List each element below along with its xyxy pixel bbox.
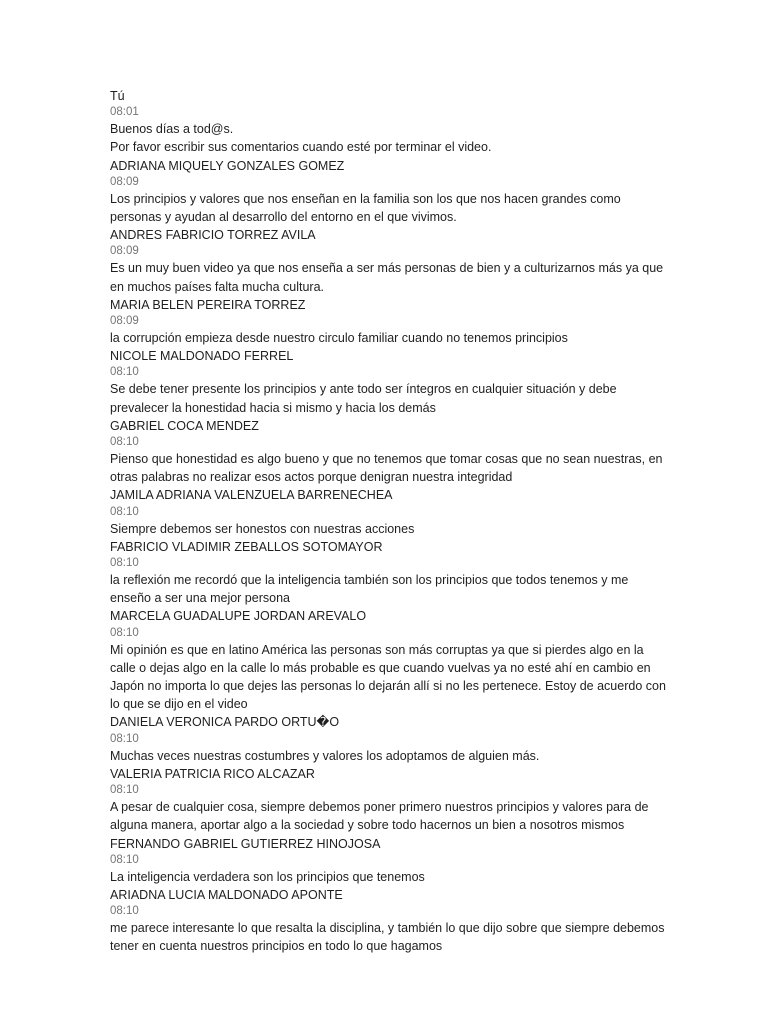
message-timestamp: 08:10: [110, 905, 139, 918]
message-timestamp: 08:10: [110, 505, 139, 518]
message-text: Mi opinión es que en latino América las personas son más corruptas ya que si pierdes algo en la calle o dejas algo en la calle lo más probable es que cuando vuelvas ya no esté ahí en cambio en Japón no importa lo que dejes las personas lo dejarán allí si no les pertenece. Estoy de acuerdo con lo que se dijo en el video: [110, 642, 666, 712]
message-author: GABRIEL COCA MENDEZ: [110, 418, 259, 433]
chat-message: [110, 765, 670, 835]
message-author: ARIADNA LUCIA MALDONADO APONTE: [110, 887, 343, 902]
message-timestamp: 08:10: [110, 732, 139, 745]
message-text: la corrupción empieza desde nuestro circulo familiar cuando no tenemos principios: [110, 331, 568, 346]
chat-message: [110, 157, 670, 227]
message-author: JAMILA ADRIANA VALENZUELA BARRENECHEA: [110, 488, 393, 503]
message-author: FERNANDO GABRIEL GUTIERREZ HINOJOSA: [110, 836, 381, 851]
message-author: ADRIANA MIQUELY GONZALES GOMEZ: [110, 158, 345, 173]
chat-message: [110, 226, 670, 296]
message-timestamp: 08:10: [110, 557, 139, 570]
message-author: FABRICIO VLADIMIR ZEBALLOS SOTOMAYOR: [110, 539, 383, 554]
message-timestamp: 08:01: [110, 106, 139, 119]
chat-message: [110, 886, 670, 956]
message-text: La inteligencia verdadera son los principios que tenemos: [110, 869, 425, 884]
message-text: Siempre debemos ser honestos con nuestras acciones: [110, 521, 415, 536]
message-timestamp: 08:09: [110, 315, 139, 328]
chat-message: [110, 835, 670, 886]
message-text: A pesar de cualquier cosa, siempre debemos poner primero nuestros principios y valores para de alguna manera, aportar algo a la sociedad y sobre todo hacernos un bien a nosotros mismos: [110, 800, 649, 833]
message-author: MARIA BELEN PEREIRA TORREZ: [110, 297, 306, 312]
message-timestamp: 08:10: [110, 853, 139, 866]
chat-message: [110, 87, 670, 157]
message-timestamp: 08:09: [110, 175, 139, 188]
message-text: la reflexión me recordó que la inteligencia también son los principios que todos tenemos y me enseño a ser una mejor persona: [110, 573, 629, 606]
chat-message: [110, 607, 670, 713]
chat-message: [110, 417, 670, 487]
message-text: Es un muy buen video ya que nos enseña a ser más personas de bien y a culturizarnos más ya que en muchos países falta mucha cultura.: [110, 261, 664, 294]
message-timestamp: 08:10: [110, 784, 139, 797]
message-author: NICOLE MALDONADO FERREL: [110, 349, 294, 364]
chat-message: [110, 538, 670, 608]
message-author: ANDRES FABRICIO TORREZ AVILA: [110, 228, 316, 243]
message-text: me parece interesante lo que resalta la disciplina, y también lo que dijo sobre que siempre debemos tener en cuenta nuestros principios en todo lo que hagamos: [110, 921, 665, 954]
chat-message: [110, 713, 670, 764]
chat-message: [110, 296, 670, 347]
message-timestamp: 08:10: [110, 436, 139, 449]
message-author: DANIELA VERONICA PARDO ORTU�O: [110, 715, 340, 730]
chat-message: [110, 486, 670, 537]
message-text: Se debe tener presente los principios y ante todo ser íntegros en cualquier situación y debe prevalecer la honestidad hacia si mismo y hacia los demás: [110, 382, 617, 415]
message-timestamp: 08:10: [110, 366, 139, 379]
message-text: Pienso que honestidad es algo bueno y que no tenemos que tomar cosas que no sean nuestras, en otras palabras no realizar esos actos porque denigran nuestra integridad: [110, 452, 663, 485]
message-author: Tú: [110, 89, 125, 103]
message-timestamp: 08:09: [110, 245, 139, 258]
chat-transcript: [110, 87, 670, 956]
message-author: VALERIA PATRICIA RICO ALCAZAR: [110, 766, 315, 781]
message-text: Muchas veces nuestras costumbres y valores los adoptamos de alguien más.: [110, 748, 540, 763]
message-author: MARCELA GUADALUPE JORDAN AREVALO: [110, 609, 367, 624]
message-text: Buenos días a tod@s.: [110, 122, 234, 137]
message-timestamp: 08:10: [110, 626, 139, 639]
message-text: Los principios y valores que nos enseñan en la familia son los que nos hacen grandes como personas y ayudan al desarrollo del entorno en el que vivimos.: [110, 191, 621, 225]
message-text: Por favor escribir sus comentarios cuando esté por terminar el video.: [110, 140, 492, 155]
chat-message: [110, 347, 670, 417]
